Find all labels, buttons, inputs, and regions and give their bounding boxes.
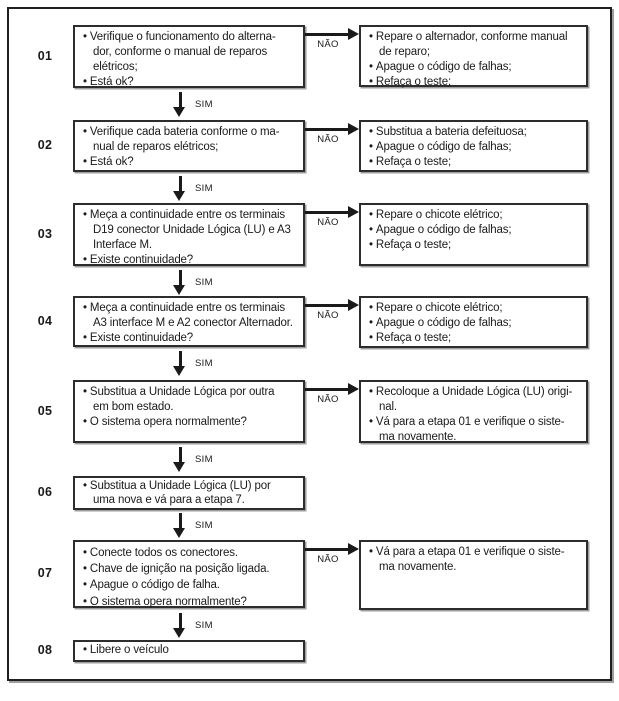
step-01-action-box	[73, 25, 305, 88]
bullet-line: • Está ok?	[83, 75, 301, 90]
arrow-head-icon	[173, 107, 185, 117]
yes-arrow-02	[168, 176, 228, 202]
no-label: NÃO	[317, 39, 339, 50]
step-number-03: 03	[37, 227, 53, 241]
bullet-line: • Refaça o teste;	[369, 75, 584, 90]
arrow-shaft	[305, 128, 350, 131]
step-05-action-box	[73, 380, 305, 443]
bullet-line: ma novamente.	[379, 431, 457, 443]
yes-label: SIM	[195, 277, 213, 288]
step-03-no-branch-box	[359, 203, 588, 266]
arrow-head-icon	[173, 285, 185, 295]
arrow-shaft	[179, 447, 182, 463]
step-number-02: 02	[37, 138, 53, 152]
no-arrow-02	[305, 120, 359, 150]
bullet-line: elétricos;	[93, 61, 138, 73]
step-number-01: 01	[37, 49, 53, 63]
arrow-shaft	[179, 613, 182, 629]
yes-label: SIM	[195, 183, 213, 194]
no-label: NÃO	[317, 554, 339, 565]
no-arrow-03	[305, 203, 359, 233]
arrow-head-icon	[173, 628, 185, 638]
arrow-shaft	[179, 92, 182, 108]
no-arrow-07	[305, 540, 359, 570]
arrow-shaft	[179, 270, 182, 286]
bullet-line: • Verifique cada bateria conforme o ma-	[83, 125, 301, 140]
bullet-line: • Repare o chicote elétrico;	[369, 208, 584, 223]
arrow-head-icon	[173, 366, 185, 376]
step-07-action-box	[73, 540, 305, 608]
arrow-shaft	[179, 176, 182, 192]
bullet-line: D19 conector Unidade Lógica (LU) e A3	[93, 224, 291, 236]
bullet-line: em bom estado.	[93, 401, 174, 413]
arrow-head-icon	[173, 462, 185, 472]
bullet-line: • Refaça o teste;	[369, 238, 584, 253]
bullet-line: • Repare o alternador, conforme manual	[369, 30, 584, 45]
bullet-line: • O sistema opera normalmente?	[83, 415, 301, 430]
yes-arrow-01	[168, 92, 228, 118]
bullet-line: • Substitua a Unidade Lógica (LU) por	[83, 480, 301, 494]
arrow-shaft	[305, 211, 350, 214]
step-number-04: 04	[37, 314, 53, 328]
arrow-shaft	[305, 304, 350, 307]
bullet-line: • Meça a continuidade entre os terminais	[83, 208, 301, 223]
yes-label: SIM	[195, 454, 213, 465]
bullet-line: dor, conforme o manual de reparos	[93, 46, 268, 58]
arrow-head-icon	[173, 528, 185, 538]
yes-arrow-05	[168, 447, 228, 473]
yes-arrow-04	[168, 351, 228, 377]
step-04-no-branch-box	[359, 296, 588, 348]
bullet-line: Interface M.	[93, 239, 152, 251]
no-label: NÃO	[317, 217, 339, 228]
bullet-line: • Substitua a Unidade Lógica por outra	[83, 385, 301, 400]
step-04-action-box	[73, 296, 305, 347]
bullet-line: • Verifique o funcionamento do alterna-	[83, 30, 301, 45]
no-label: NÃO	[317, 310, 339, 321]
bullet-line: ma novamente.	[379, 561, 457, 573]
no-arrow-05	[305, 380, 359, 410]
bullet-line: • Existe continuidade?	[83, 253, 301, 268]
arrow-shaft	[305, 548, 350, 551]
yes-label: SIM	[195, 99, 213, 110]
arrow-shaft	[179, 351, 182, 367]
yes-arrow-07	[168, 613, 228, 639]
step-07-no-branch-box	[359, 540, 588, 610]
bullet-line: • Meça a continuidade entre os terminais	[83, 301, 301, 316]
step-01-no-branch-box	[359, 25, 588, 87]
arrow-shaft	[179, 513, 182, 529]
step-number-06: 06	[37, 485, 53, 499]
yes-arrow-06	[168, 513, 228, 539]
bullet-line: de reparo;	[379, 46, 430, 58]
arrow-shaft	[305, 33, 350, 36]
bullet-line: • Está ok?	[83, 155, 301, 170]
bullet-line: • Existe continuidade?	[83, 331, 301, 346]
no-arrow-04	[305, 296, 359, 326]
bullet-line: • O sistema opera normalmente?	[83, 594, 301, 610]
yes-arrow-03	[168, 270, 228, 296]
no-arrow-01	[305, 25, 359, 55]
bullet-line: • Apague o código de falhas;	[369, 140, 584, 155]
step-number-08: 08	[37, 643, 53, 657]
yes-label: SIM	[195, 520, 213, 531]
step-06-action-box	[73, 476, 305, 510]
bullet-line: • Refaça o teste;	[369, 331, 584, 346]
bullet-line: • Apague o código de falha.	[83, 577, 301, 593]
bullet-line: nual de reparos elétricos;	[93, 141, 219, 153]
yes-label: SIM	[195, 358, 213, 369]
bullet-line: • Conecte todos os conectores.	[83, 545, 301, 561]
step-03-action-box	[73, 203, 305, 266]
bullet-line: • Repare o chicote elétrico;	[369, 301, 584, 316]
bullet-line: • Recoloque a Unidade Lógica (LU) origi-	[369, 385, 584, 400]
no-label: NÃO	[317, 134, 339, 145]
bullet-line: • Chave de ignição na posição ligada.	[83, 561, 301, 577]
bullet-line: • Refaça o teste;	[369, 155, 584, 170]
bullet-line: • Substitua a bateria defeituosa;	[369, 125, 584, 140]
bullet-line: • Libere o veículo	[83, 644, 301, 658]
step-number-05: 05	[37, 404, 53, 418]
step-02-no-branch-box	[359, 120, 588, 172]
bullet-line: uma nova e vá para a etapa 7.	[93, 493, 245, 506]
arrow-head-icon	[173, 191, 185, 201]
bullet-line: • Apague o código de falhas;	[369, 223, 584, 238]
step-05-no-branch-box	[359, 380, 588, 443]
bullet-line: • Apague o código de falhas;	[369, 316, 584, 331]
step-number-07: 07	[37, 566, 53, 580]
yes-label: SIM	[195, 620, 213, 631]
bullet-line: nal.	[379, 401, 397, 413]
bullet-line: A3 interface M e A2 conector Alternador.	[93, 317, 293, 329]
bullet-line: • Vá para a etapa 01 e verifique o siste-	[369, 415, 584, 430]
arrow-shaft	[305, 388, 350, 391]
step-08-action-box	[73, 640, 305, 662]
no-label: NÃO	[317, 394, 339, 405]
bullet-line: • Vá para a etapa 01 e verifique o siste-	[369, 545, 584, 560]
step-02-action-box	[73, 120, 305, 172]
bullet-line: • Apague o código de falhas;	[369, 60, 584, 75]
